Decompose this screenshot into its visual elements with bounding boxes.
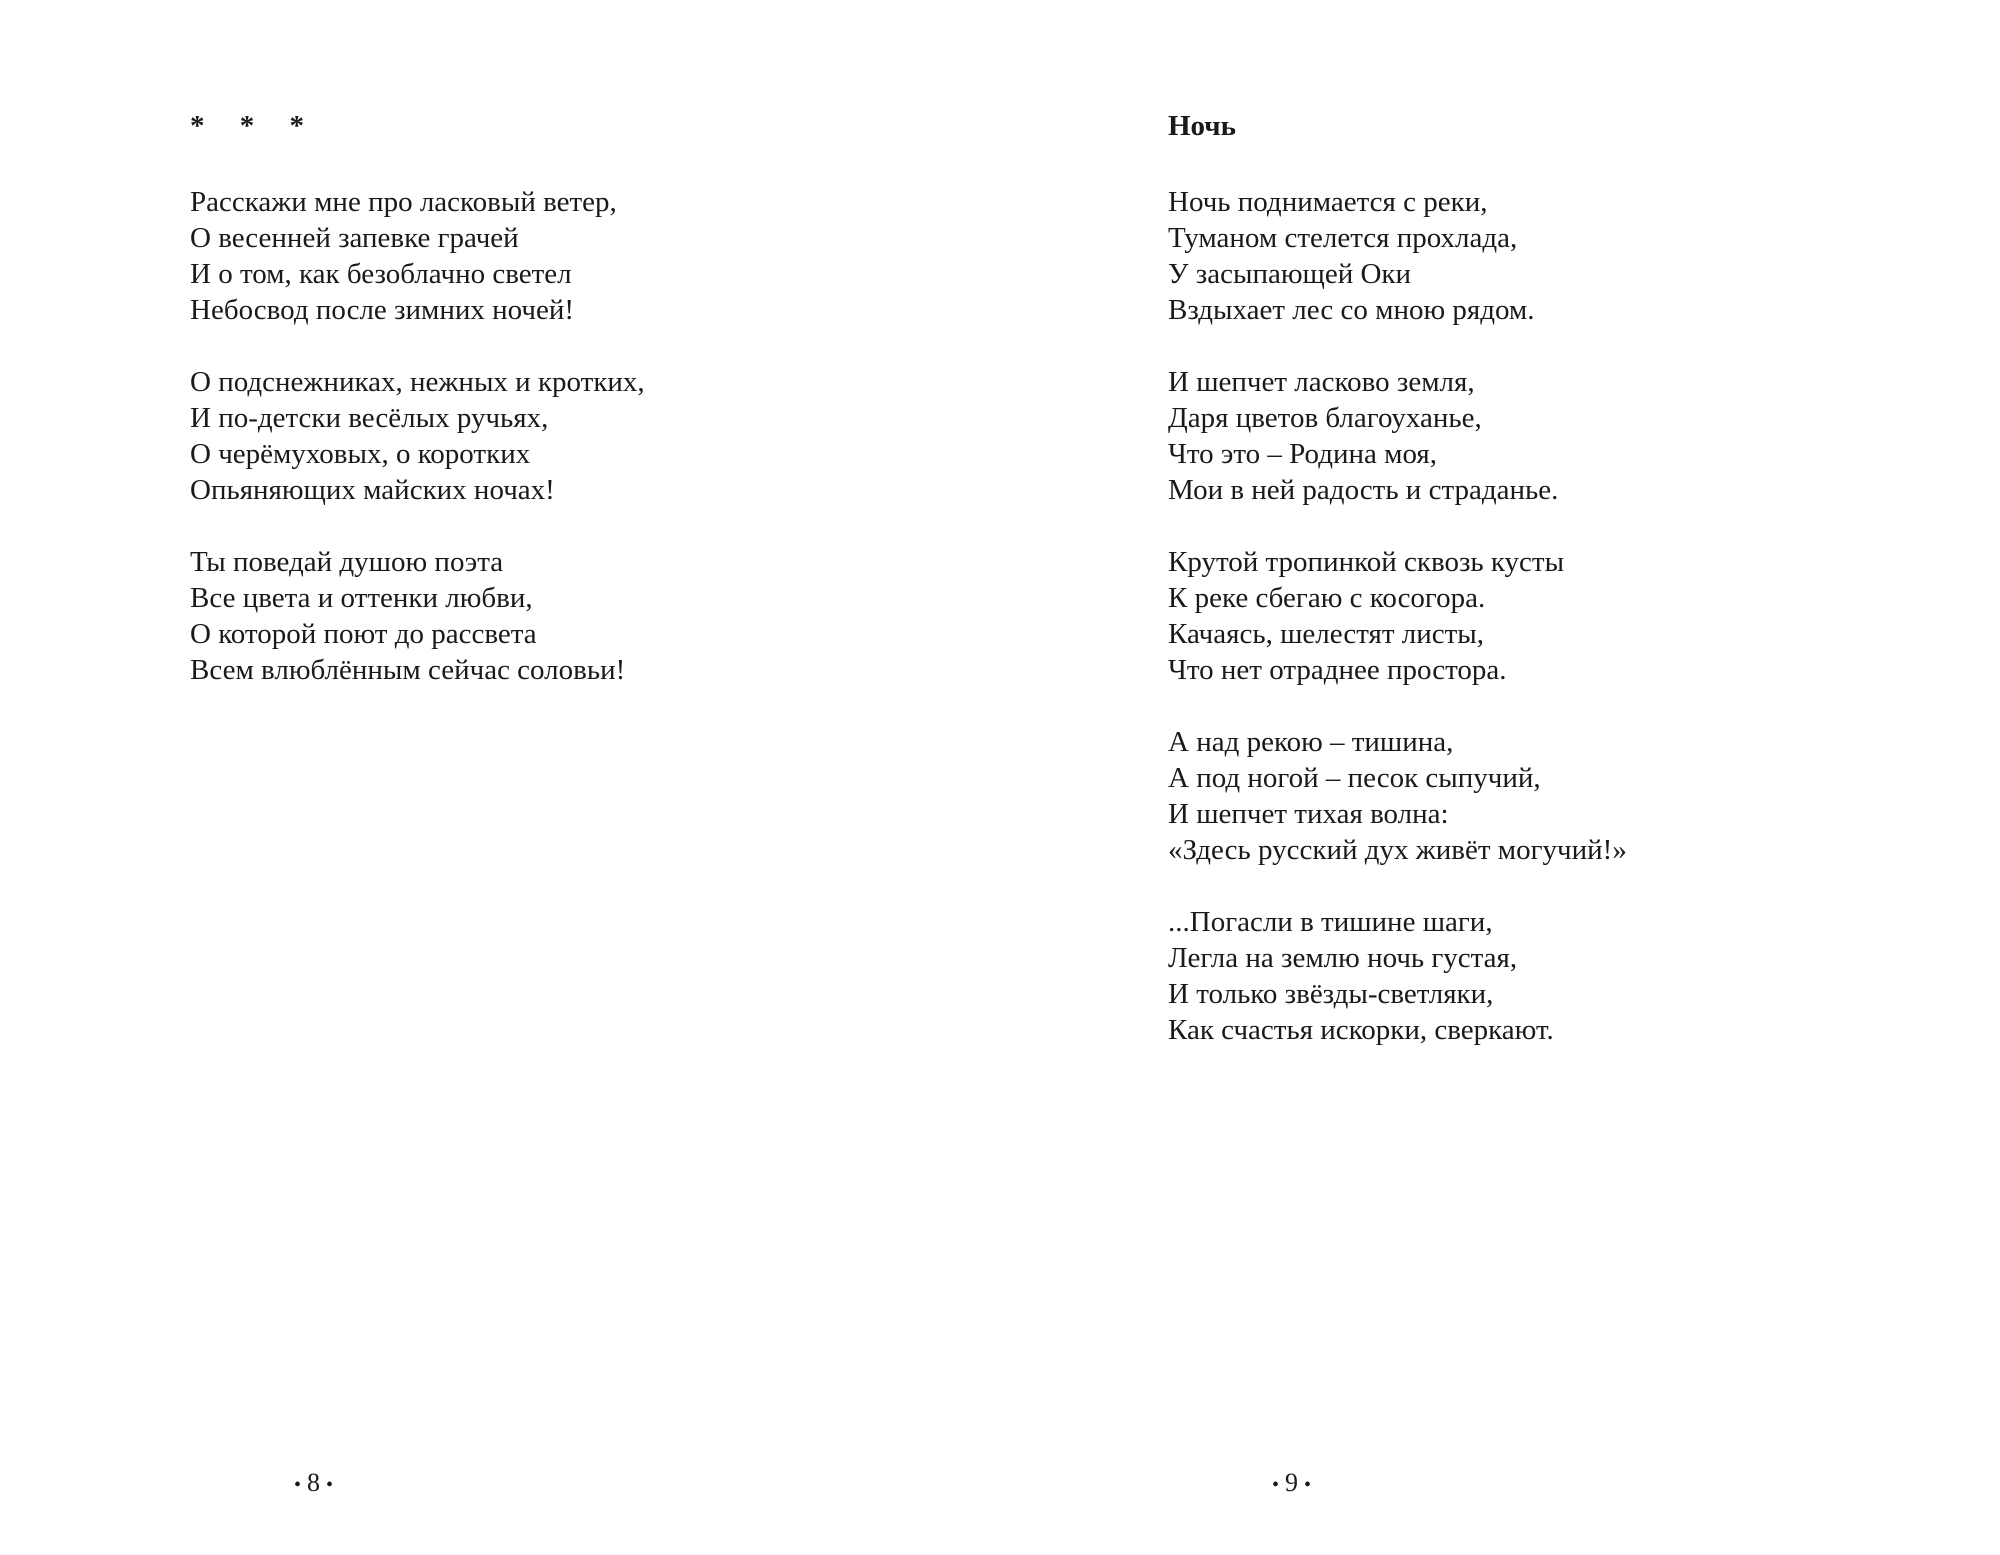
- stanza: [190, 364, 645, 508]
- poem-line: Все цвета и оттенки любви,: [190, 582, 533, 614]
- poem-line: О которой поют до рассвета: [190, 618, 537, 650]
- poem-line: И по-детски весёлых ручьях,: [190, 402, 549, 434]
- poem-line: Крутой тропинкой сквозь кусты: [1168, 546, 1565, 578]
- stanza: [1168, 184, 1627, 328]
- poem-line: И шепчет тихая волна:: [1168, 798, 1449, 830]
- poem-line: Что нет отраднее простора.: [1168, 654, 1507, 686]
- page-number-left: [288, 1468, 339, 1500]
- page-number: 9: [1285, 1468, 1299, 1497]
- poem-line: Всем влюблённым сейчас соловьи!: [190, 654, 626, 686]
- untitled-poem: [190, 108, 645, 724]
- poem-line: Расскажи мне про ласковый ветер,: [190, 186, 617, 218]
- poem-line: О подснежниках, нежных и кротких,: [190, 366, 645, 398]
- poem-line: ...Погасли в тишине шаги,: [1168, 906, 1493, 938]
- poem-line: Как счастья искорки, сверкают.: [1168, 1014, 1554, 1046]
- poem-line: Туманом стелется прохлада,: [1168, 222, 1518, 254]
- poem-line: И шепчет ласково земля,: [1168, 366, 1475, 398]
- right-page: [1000, 0, 2000, 1555]
- poem-line: Небосвод после зимних ночей!: [190, 294, 575, 326]
- folio-dot: •: [1272, 1474, 1280, 1496]
- folio-dot: •: [1304, 1474, 1312, 1496]
- poem-line: О черёмуховых, о коротких: [190, 438, 531, 470]
- stanza: [1168, 724, 1627, 868]
- poem-asterisk-heading: * * *: [190, 110, 318, 142]
- poem-line: Даря цветов благоуханье,: [1168, 402, 1482, 434]
- stanza: [190, 184, 645, 328]
- stanza: [190, 544, 645, 688]
- stanza: [1168, 364, 1627, 508]
- poem-line: Легла на землю ночь густая,: [1168, 942, 1518, 974]
- poem-line: И только звёзды-светляки,: [1168, 978, 1494, 1010]
- poem-line: Опьяняющих майских ночах!: [190, 474, 555, 506]
- stanza: [1168, 544, 1627, 688]
- poem-line: «Здесь русский дух живёт могучий!»: [1168, 834, 1627, 866]
- poem-line: А под ногой – песок сыпучий,: [1168, 762, 1541, 794]
- poem-line: Вздыхает лес со мною рядом.: [1168, 294, 1535, 326]
- folio-dot: •: [294, 1474, 302, 1496]
- poem-line: Качаясь, шелестят листы,: [1168, 618, 1485, 650]
- poem-night: [1168, 108, 1627, 1084]
- poem-line: Мои в ней радость и страданье.: [1168, 474, 1559, 506]
- poem-line: К реке сбегаю с косогора.: [1168, 582, 1486, 614]
- page-number-right: [1266, 1468, 1317, 1500]
- poem-line: О весенней запевке грачей: [190, 222, 519, 254]
- stanza: [1168, 904, 1627, 1048]
- poem-line: И о том, как безоблачно светел: [190, 258, 572, 290]
- page-number: 8: [307, 1468, 321, 1497]
- poem-line: Ночь поднимается с реки,: [1168, 186, 1488, 218]
- poem-line: А над рекою – тишина,: [1168, 726, 1454, 758]
- folio-dot: •: [326, 1474, 334, 1496]
- poem-line: Что это – Родина моя,: [1168, 438, 1438, 470]
- poem-line: Ты поведай душою поэта: [190, 546, 504, 578]
- poem-line: У засыпающей Оки: [1168, 258, 1412, 290]
- poem-title: Ночь: [1168, 110, 1236, 142]
